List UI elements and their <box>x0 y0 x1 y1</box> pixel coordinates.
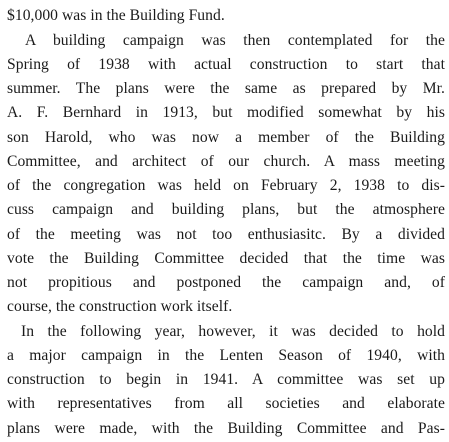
text-line-9: cuss campaign and building plans, but the atmosphere <box>7 201 445 218</box>
text-line-8: of the congregation was held on February 2, 1938 to dis- <box>7 177 445 194</box>
text-line-17: with representatives from all societies and elaborate <box>7 395 445 412</box>
text-line-2: A building campaign was then contemplated for the <box>25 32 445 49</box>
text-line-16: construction to begin in 1941. A committee was set up <box>7 371 445 388</box>
text-line-14: In the following year, however, it was decided to hold <box>21 323 445 340</box>
text-line-15: a major campaign in the Lenten Season of 1940, with <box>7 347 445 364</box>
text-line-3: Spring of 1938 with actual construction to start that <box>7 56 445 73</box>
text-line-10: of the meeting was not too enthusiasitc. By a divided <box>7 226 445 243</box>
text-line-4: summer. The plans were the same as prepared by Mr. <box>7 80 445 97</box>
text-line-13: course, the construction work itself. <box>7 298 233 315</box>
text-line-11: vote the Building Committee decided that the time was <box>7 250 445 267</box>
text-line-6: son Harold, who was now a member of the Building <box>7 129 445 146</box>
text-line-1: $10,000 was in the Building Fund. <box>7 7 225 24</box>
text-line-7: Committee, and architect of our church. A mass meeting <box>7 153 445 170</box>
text-line-5: A. F. Bernhard in 1913, but modified somewhat by his <box>7 104 445 121</box>
text-line-18: plans were made, with the Building Committee and Pas- <box>7 420 445 437</box>
text-line-12: not propitious and postponed the campaign and, of <box>7 274 445 291</box>
